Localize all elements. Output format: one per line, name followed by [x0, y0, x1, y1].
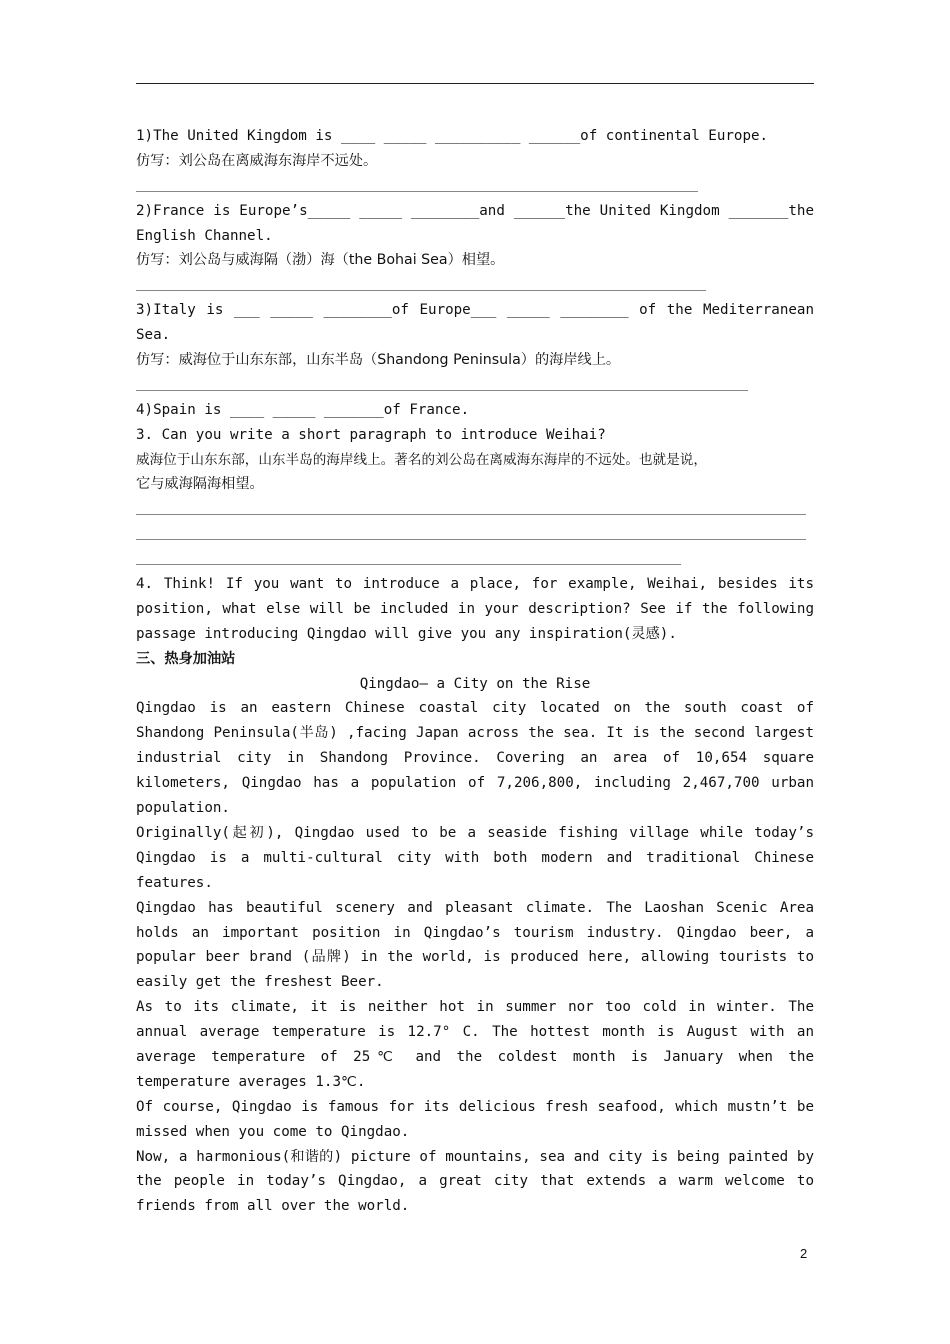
answer-line[interactable]	[136, 373, 814, 398]
passage-line: kilometers, Qingdao has a population of 7,206,800, including 2,467,700 urban	[136, 775, 814, 792]
passage-line: average temperature of 25℃ and the coldest month is January when the	[136, 1048, 814, 1065]
paragraph-1	[136, 696, 814, 820]
task-4-text: 4. Think! If you want to introduce a place, for example, Weihai, besides its	[136, 576, 814, 593]
exercise-2-sentence: 2)France is Europe’s_____ _____ ________and ______the United Kingdom _______the	[136, 202, 814, 219]
passage-line: easily get the freshest Beer.	[136, 974, 384, 991]
passage-line: missed when you come to Qingdao.	[136, 1123, 410, 1140]
page-number: 2	[800, 1246, 808, 1261]
passage-line: features.	[136, 874, 213, 891]
paragraph-2	[136, 821, 814, 896]
passage-line: Qingdao is an eastern Chinese coastal city located on the south coast of	[136, 700, 814, 717]
answer-line[interactable]	[136, 273, 814, 298]
paragraph-3	[136, 896, 814, 996]
exercise-3-sentence: 3)Italy is ___ _____ ________of Europe___ _____ ________ of the Mediterranean	[136, 302, 814, 319]
passage-line: population.	[136, 800, 230, 817]
exercise-2-sentence-cont: English Channel.	[136, 227, 273, 244]
answer-line[interactable]	[136, 497, 814, 522]
paragraph-5	[136, 1095, 814, 1145]
document-body	[136, 124, 814, 1219]
passage-line: Qingdao has beautiful scenery and pleasant climate. The Laoshan Scenic Area	[136, 899, 814, 916]
answer-line[interactable]	[136, 174, 814, 199]
exercise-2-imitate: 仿写：刘公岛与威海隔（渤）海（the Bohai Sea）相望。	[136, 252, 505, 269]
passage-line: Originally(起初), Qingdao used to be a seaside fishing village while today’s	[136, 824, 814, 841]
passage-line: holds an important position in Qingdao’s tourism industry. Qingdao beer, a	[136, 924, 814, 941]
page-header-rule	[136, 83, 814, 84]
task-4-text: position, what else will be included in your description? See if the following	[136, 600, 814, 617]
passage-line: annual average temperature is 12.7° C. The hottest month is August with an	[136, 1024, 814, 1041]
exercise-1-imitate: 仿写：刘公岛在离威海东海岸不远处。	[136, 152, 378, 169]
passage-title: Qingdao— a City on the Rise	[359, 675, 591, 692]
passage-line: Now, a harmonious(和谐的) picture of mountains, sea and city is being painted by	[136, 1148, 814, 1165]
exercise-4-sentence: 4)Spain is ____ _____ _______of France.	[136, 401, 470, 418]
passage-line: temperature averages 1.3℃.	[136, 1073, 366, 1090]
task-3-chinese: 威海位于山东东部，山东半岛的海岸线上。著名的刘公岛在离威海东海岸的不远处。也就是说，	[136, 451, 707, 468]
passage-line: As to its climate, it is neither hot in summer nor too cold in winter. The	[136, 999, 814, 1016]
passage-line: popular beer brand (品牌) in the world, is produced here, allowing tourists to	[136, 949, 814, 966]
paragraph-6	[136, 1145, 814, 1220]
passage-line: industrial city in Shandong Province. Covering an area of 10,654 square	[136, 750, 814, 767]
passage-line: friends from all over the world.	[136, 1198, 410, 1215]
paragraph-4	[136, 995, 814, 1095]
answer-line[interactable]	[136, 522, 814, 547]
answer-line[interactable]	[136, 547, 814, 572]
task-3-chinese-cont: 它与威海隔海相望。	[136, 476, 264, 493]
exercise-3-imitate: 仿写：威海位于山东东部，山东半岛（Shandong Peninsula）的海岸线上。	[136, 352, 621, 369]
exercise-3-sentence-cont: Sea.	[136, 327, 171, 344]
passage-line: Qingdao is a multi-cultural city with both modern and traditional Chinese	[136, 849, 814, 866]
task-3-question: 3. Can you write a short paragraph to introduce Weihai?	[136, 426, 606, 443]
exercise-1-sentence: 1)The United Kingdom is ____ _____ __________ ______of continental Europe.	[136, 128, 769, 144]
task-4-text: passage introducing Qingdao will give you any inspiration(灵感).	[136, 625, 677, 642]
section-heading: 三、热身加油站	[136, 650, 236, 667]
passage-line: the people in today’s Qingdao, a great city that extends a warm welcome to	[136, 1173, 814, 1190]
passage-line: Of course, Qingdao is famous for its delicious fresh seafood, which mustn’t be	[136, 1098, 814, 1115]
passage-line: Shandong Peninsula(半岛) ,facing Japan across the sea. It is the second largest	[136, 725, 814, 742]
